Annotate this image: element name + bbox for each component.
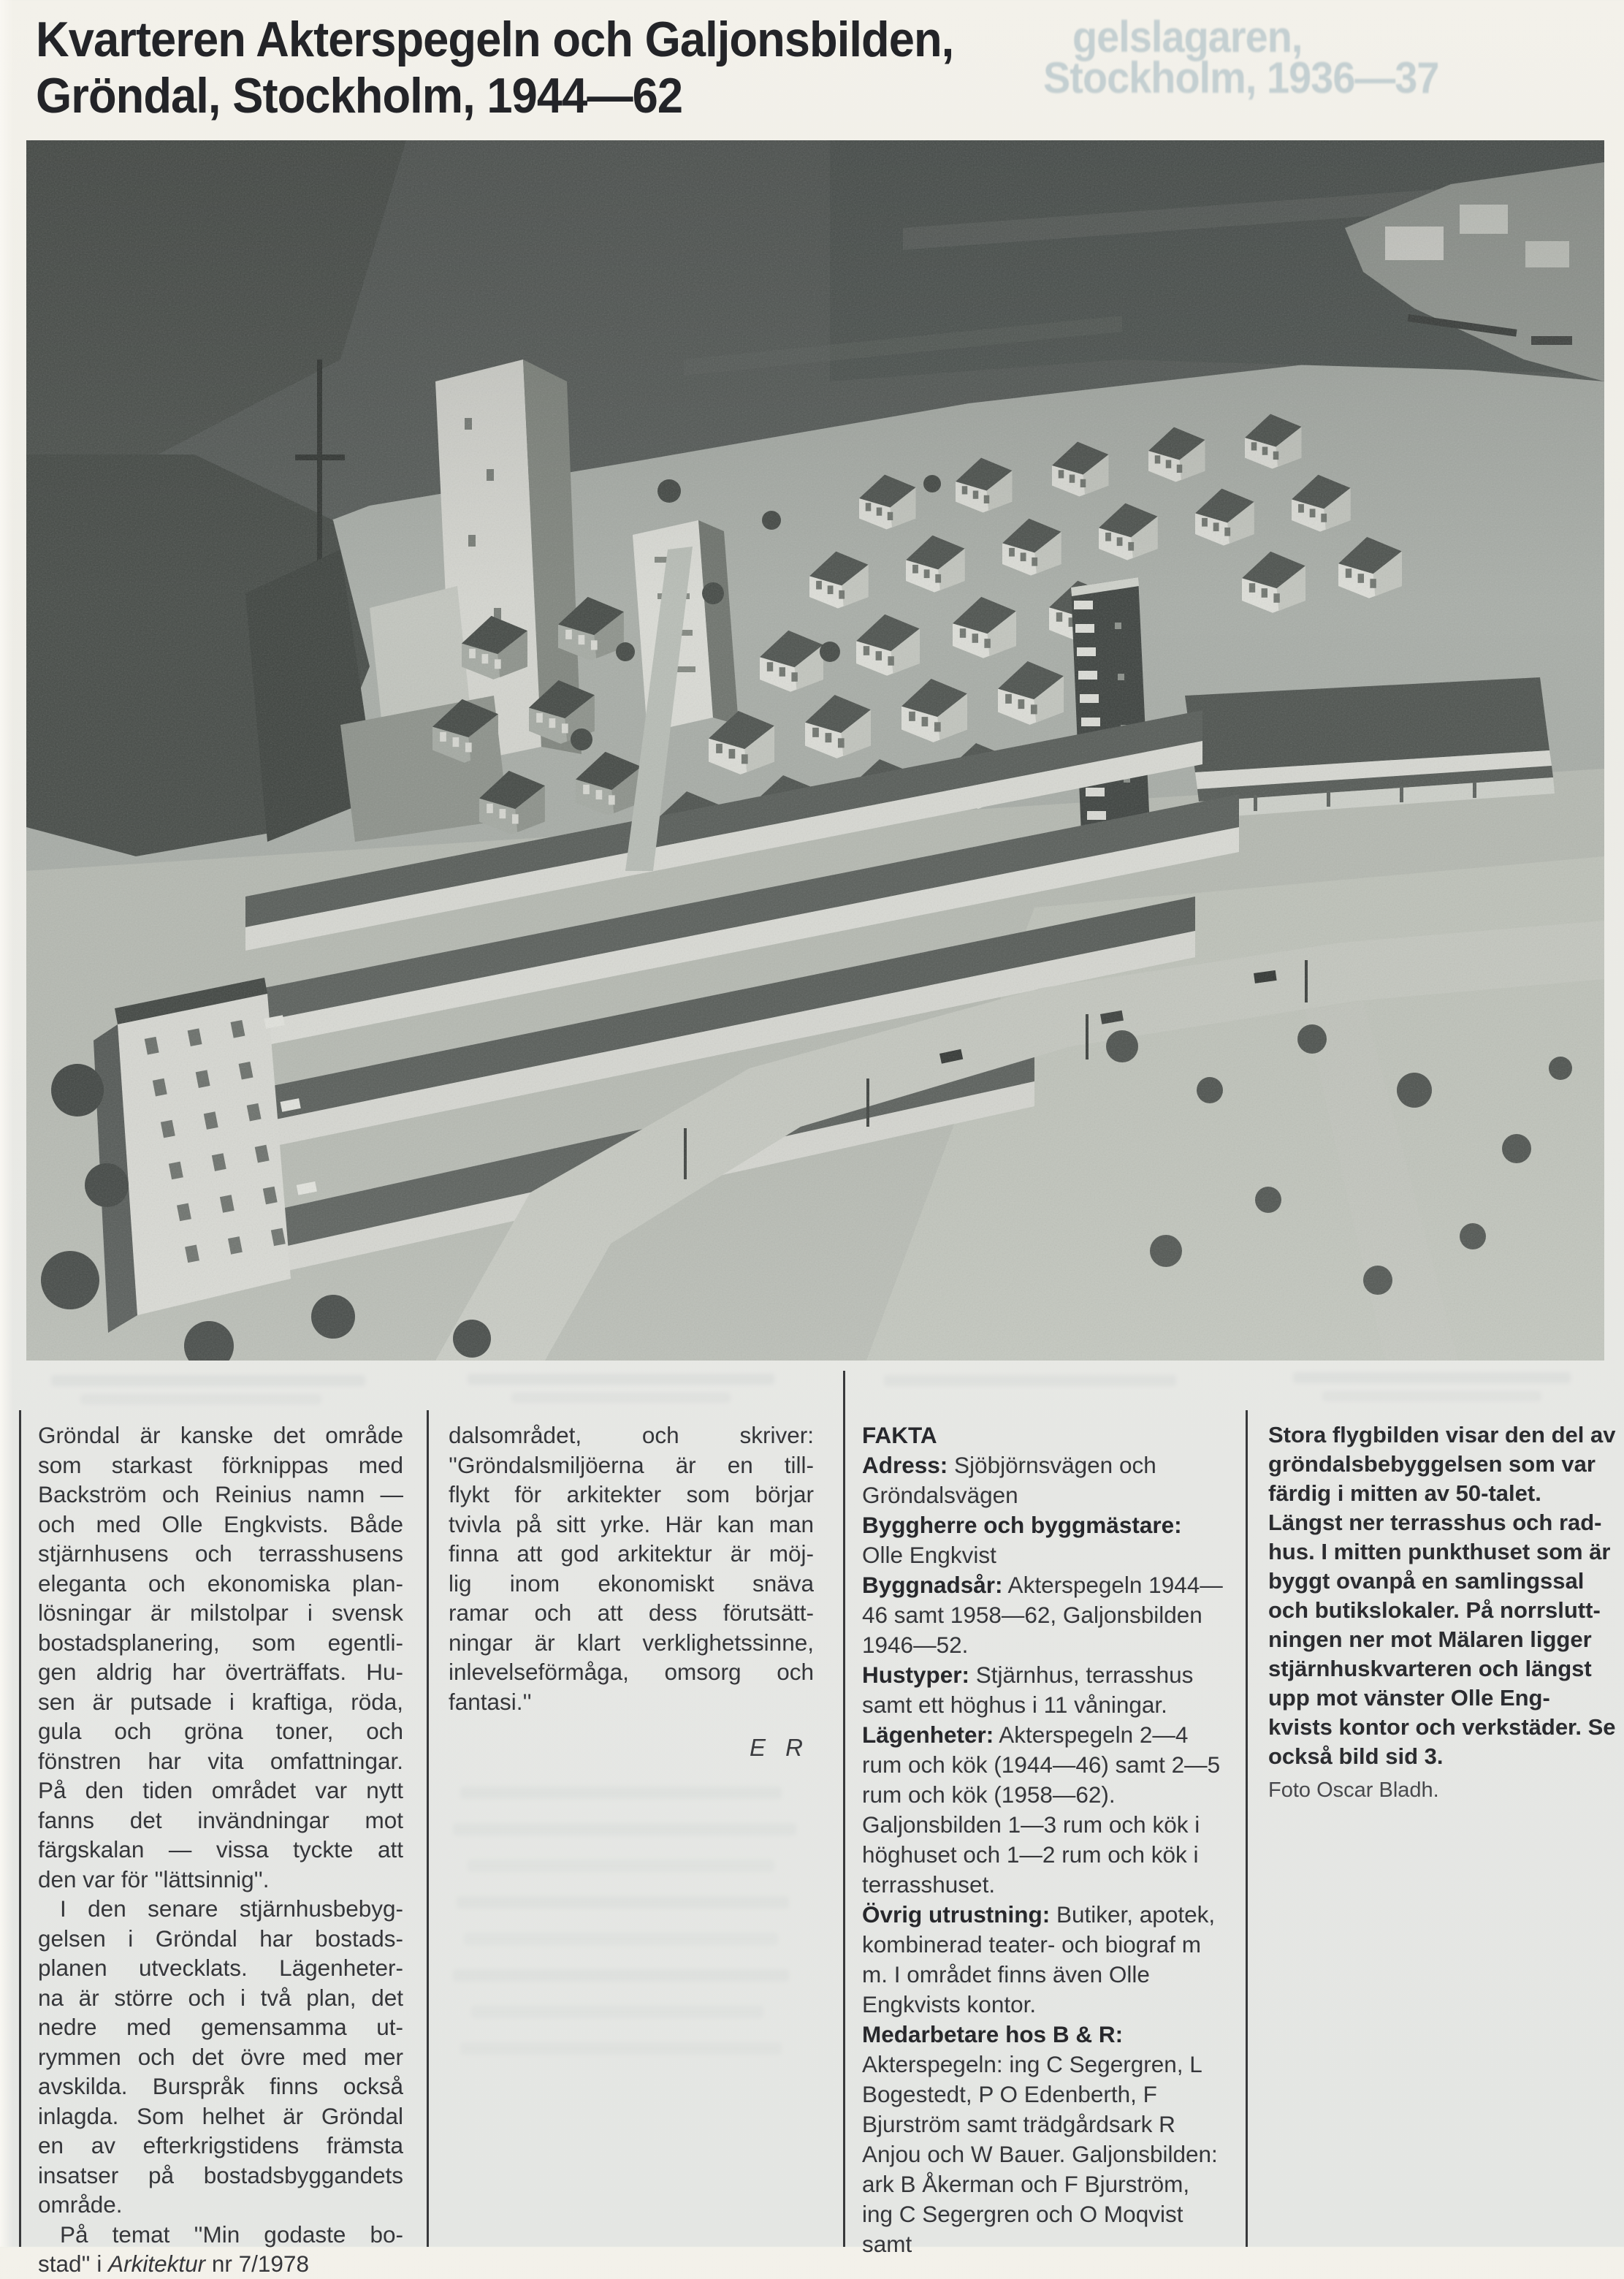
text-line: lösningar är milstolpar i svensk [38,1599,403,1626]
text-line: gen aldrig har överträffats. Hu- [38,1659,403,1685]
ghost-bar [1322,1391,1541,1401]
text-line: På temat ''Min godaste bo- [60,2221,403,2248]
fakta-label: Lägenheter: [862,1721,994,1748]
fakta-text: Sjöbjörnsvägen och Gröndalsvägen [862,1452,1156,1508]
caption-line: upp mot vänster Olle Eng- [1268,1685,1550,1711]
text-run: stad'' i [38,2251,109,2277]
text-line: Gröndal är kanske det område [38,1422,403,1448]
column-rule-left [19,1410,21,2247]
text-line: avskilda. Burspråk finns också [38,2073,403,2099]
journal-name-italic: Arkitektur [108,2251,206,2277]
text-line: en av efterkrigstidens främsta [38,2132,403,2158]
text-line: Backström och Reinius namn — [38,1481,403,1507]
fakta-entry-hustyper [862,1660,1224,1720]
fakta-text: Akterspegeln 1944—46 samt 1958—62, Galjonsbilden 1946—52. [862,1572,1223,1658]
caption-line: kvists kontor och verkstäder. Se [1268,1714,1616,1740]
text-line: eleganta och ekonomiska plan- [38,1570,403,1597]
column-2 [449,1420,814,1762]
text-line: och med Olle Engkvists. Både [38,1510,403,1537]
column-1 [38,1420,403,2279]
text-line: na är större och i två plan, det [38,1984,403,2011]
text-run: nr 7/1978 [205,2251,309,2277]
fakta-label: Hustyper: [862,1662,970,1688]
ghost-bar [468,1860,774,1872]
text-line: insatser på bostadsbyggandets [38,2161,403,2188]
fakta-label: Adress: [862,1452,948,1478]
text-line: färgskalan — vissa tyckte att [38,1836,403,1863]
ghost-bar [460,1787,782,1799]
text-line: gelsen i Gröndal har bostads- [38,1925,403,1952]
text-line: fantasi.'' [449,1688,532,1715]
text-line: fönstren har vita omfattningar. [38,1747,403,1774]
text-line: tvivla på sitt yrke. Här kan man [449,1510,814,1537]
ghost-bar [453,1969,789,1982]
fakta-entry-byggnadsar [862,1570,1224,1660]
fakta-label: Övrig utrustning: [862,1901,1051,1928]
text-line: bostadsplanering, som egentli- [38,1629,403,1656]
ghost-bar [1293,1372,1571,1383]
ghost-bar [457,1896,789,1909]
text-line: ''Gröndalsmiljöerna är en till- [449,1451,814,1478]
page-title-line2: Gröndal, Stockholm, 1944—62 [36,68,683,123]
fakta-label: Byggherre och byggmästare: [862,1512,1182,1538]
fakta-text: Olle Engkvist [862,1542,996,1568]
ghost-bar [471,2006,763,2018]
text-line-with-italic [38,2249,403,2279]
fakta-entry-byggherre [862,1510,1224,1570]
ghost-bar [511,1393,731,1403]
ghost-bar [51,1375,365,1386]
text-line: stjärnhusens och terrasshusens [38,1540,403,1567]
text-line: På den tiden området var nytt [38,1777,403,1803]
photo-credit: Foto Oscar Bladh. [1268,1778,1439,1802]
caption-line: ningen ner mot Mälaren ligger [1268,1627,1592,1652]
column-rule-1-2 [427,1410,429,2247]
aerial-photo-graphic [26,140,1604,1361]
ghost-bar [468,1374,774,1385]
fakta-text: Butiker, apotek, kombinerad teater- och biograf m m. I området finns även Olle Engkvists kontor. [862,1901,1216,2017]
text-line: inlevelseförmåga, omsorg och [449,1659,814,1685]
text-line: flykt för arkitekter som börjar [449,1481,814,1507]
ghost-title-line2: Stockholm, 1936—37 [1043,53,1439,102]
fakta-entry-lagenheter [862,1720,1224,1900]
text-line: dalsområdet, och skriver: [449,1422,814,1448]
fakta-entry-medarbetare [862,2020,1224,2259]
fakta-label: Byggnadsår: [862,1572,1003,1598]
caption-line: Längst ner terrasshus och rad- [1268,1510,1602,1535]
ghost-bar [464,1933,778,1945]
fakta-entry-utrustning [862,1900,1224,2020]
fakta-text: Stjärnhus, terrasshus samt ett höghus i 11 våningar. [862,1662,1194,1718]
caption-line: och butikslokaler. På norrslutt- [1268,1597,1601,1623]
text-line: finna att god arkitektur är möj- [449,1540,814,1567]
ghost-bar [884,1375,1176,1386]
ghost-bar [453,1823,796,1835]
caption-line: färdig i mitten av 50-talet. [1268,1480,1541,1506]
ghost-title-line1: gelslagaren, [1072,12,1303,61]
caption-line: byggt ovanpå en samlingssal [1268,1568,1585,1594]
ghost-bar [80,1394,321,1404]
column-rule-2-3 [843,1371,845,2247]
text-line: som starkast förknippas med [38,1451,403,1478]
text-line: fanns det invändningar mot [38,1806,403,1833]
text-line: ramar och att dess förutsätt- [449,1599,814,1626]
text-line: I den senare stjärnhusbebyg- [60,1895,403,1922]
text-line: inlagda. Som helhet är Gröndal [38,2102,403,2129]
text-line: nedre med gemensamma ut- [38,2014,403,2040]
text-line: den var för ''lättsinnig''. [38,1865,270,1892]
caption-line: gröndalsbebyggelsen som var [1268,1451,1596,1477]
fakta-text: Akterspegeln 2—4 rum och kök (1944—46) samt 2—5 rum och kök (1958—62). Galjonsbilden 1—3 rum och kök i höghuset och 1—2 rum och kök i terrasshuset. [862,1721,1221,1898]
fakta-heading: FAKTA [862,1422,937,1448]
text-line: sen är putsade i kraftiga, röda, [38,1688,403,1715]
text-line: planen utvecklats. Lägenheter- [38,1955,403,1981]
text-line: område. [38,2191,123,2218]
photo-grain-overlay [26,140,1604,1361]
column-rule-3-4 [1246,1410,1248,2247]
text-line: ningar är klart verklighetssinne, [449,1629,814,1656]
text-line: lig inom ekonomiskt snäva [449,1570,814,1597]
aerial-photo [26,140,1604,1361]
page-left-edge [0,0,13,2247]
text-line: rymmen och det övre med mer [38,2043,403,2070]
caption-line: Stora flygbilden visar den del av [1268,1422,1616,1447]
column-4-caption [1268,1420,1624,1803]
ghost-bar [460,2042,782,2055]
column-3-fakta [862,1420,1224,2259]
page-title [36,12,953,124]
caption-line: hus. I mitten punkthuset som är [1268,1539,1611,1564]
page-title-line1: Kvarteren Akterspegeln och Galjonsbilden, [36,12,954,67]
fakta-entry-adress [862,1450,1224,1510]
fakta-label: Medarbetare hos B & R: [862,2021,1124,2047]
fakta-text: Akterspegeln: ing C Segergren, L Bogestedt, P O Edenberth, F Bjurström samt trädgårdsark R Anjou och W Bauer. Galjonsbilden: ark B Åkerman och F Bjurström, ing C Segergren och O Moqvist samt [862,2051,1218,2257]
caption-line: stjärnhuskvarteren och längst [1268,1656,1592,1681]
caption-line: också bild sid 3. [1268,1743,1444,1769]
author-signature: E R [749,1734,809,1761]
text-line: gula och gröna toner, och [38,1718,403,1744]
